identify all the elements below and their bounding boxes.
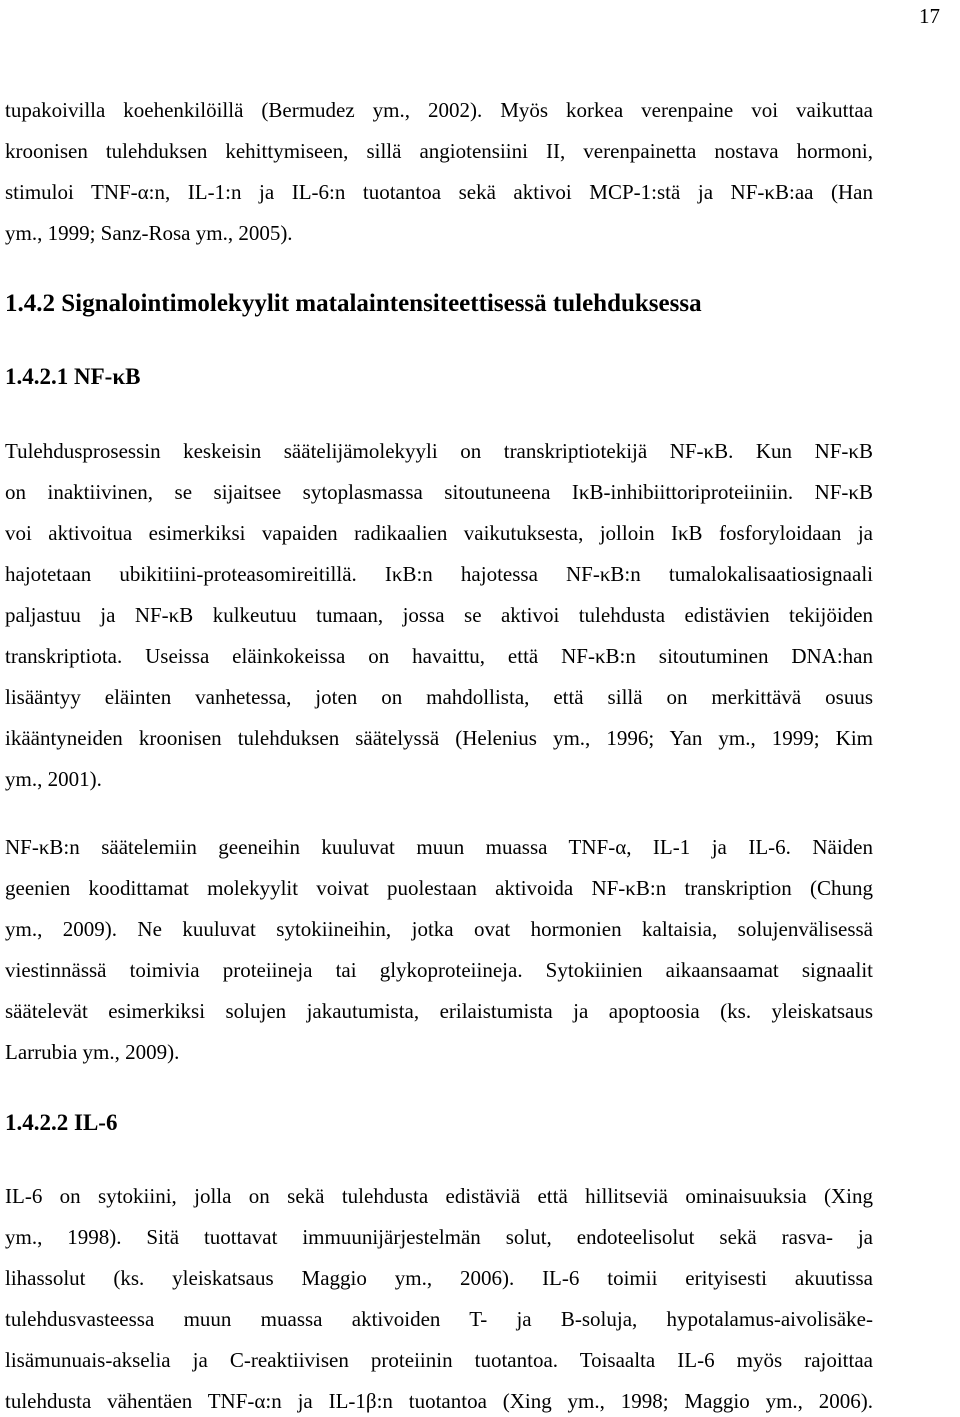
text-line: lisämunuais-akselia ja C-reaktiivisen proteiinin tuotantoa. Toisaalta IL-6 myös rajoittaa: [5, 1348, 873, 1372]
text-line: paljastuu ja NF-κB kulkeutuu tumaan, jossa se aktivoi tulehdusta edistävien tekijöiden: [5, 603, 873, 627]
text-line: tulehdusvasteessa muun muassa aktivoiden T- ja B-soluja, hypotalamus-aivolisäke-: [5, 1307, 873, 1331]
text-line: lihassolut (ks. yleiskatsaus Maggio ym., 2006). IL-6 toimii erityisesti akuutissa: [5, 1266, 873, 1290]
text-line: ym., 2009). Ne kuuluvat sytokiineihin, jotka ovat hormonien kaltaisia, solujenvälisessä: [5, 917, 873, 941]
text-line: geenien koodittamat molekyylit voivat puolestaan aktivoida NF-κB:n transkription (Chung: [5, 876, 873, 900]
text-line: Tulehdusprosessin keskeisin säätelijämolekyyli on transkriptiotekijä NF-κB. Kun NF-κB: [5, 439, 873, 463]
text-line: hajotetaan ubikitiini-proteasomireitillä. IκB:n hajotessa NF-κB:n tumalokalisaatiosignaali: [5, 562, 873, 586]
text-line: stimuloi TNF-α:n, IL-1:n ja IL-6:n tuotantoa sekä aktivoi MCP-1:stä ja NF-κB:aa (Han: [5, 180, 873, 204]
text-line: ikääntyneiden kroonisen tulehduksen säätelyssä (Helenius ym., 1996; Yan ym., 1999; Kim: [5, 726, 873, 750]
text-line: on inaktiivinen, se sijaitsee sytoplasmassa sitoutuneena IκB-inhibiittoriproteiiniin. NF-κB: [5, 480, 873, 504]
text-line: säätelevät esimerkiksi solujen jakautumista, erilaistumista ja apoptoosia (ks. yleiskatsaus: [5, 999, 873, 1023]
text-line: kroonisen tulehduksen kehittymiseen, sillä angiotensiini II, verenpainetta nostava hormoni,: [5, 139, 873, 163]
text-line: IL-6 on sytokiini, jolla on sekä tulehdusta edistäviä että hillitseviä ominaisuuksia (Xing: [5, 1184, 873, 1208]
text-line: tulehdusta vähentäen TNF-α:n ja IL-1β:n tuotantoa (Xing ym., 1998; Maggio ym., 2006).: [5, 1389, 873, 1413]
page-number: 17: [919, 4, 940, 28]
text-line: tupakoivilla koehenkilöillä (Bermudez ym., 2002). Myös korkea verenpaine voi vaikuttaa: [5, 98, 873, 122]
text-line: transkriptiota. Useissa eläinkokeissa on havaittu, että NF-κB:n sitoutuminen DNA:han: [5, 644, 873, 668]
subsection-heading: 1.4.2.1 NF-κB: [5, 364, 141, 389]
text-line: viestinnässä toimivia proteiineja tai glykoproteiineja. Sytokiinien aikaansaamat signaalit: [5, 958, 873, 982]
text-line: lisääntyy eläinten vanhetessa, joten on mahdollista, että sillä on merkittävä osuus: [5, 685, 873, 709]
text-line: NF-κB:n säätelemiin geeneihin kuuluvat muun muassa TNF-α, IL-1 ja IL-6. Näiden: [5, 835, 873, 859]
text-line: Larrubia ym., 2009).: [5, 1040, 180, 1064]
subsection-heading: 1.4.2.2 IL-6: [5, 1110, 118, 1135]
text-line: ym., 1998). Sitä tuottavat immuunijärjestelmän solut, endoteelisolut sekä rasva- ja: [5, 1225, 873, 1249]
section-heading: 1.4.2 Signalointimolekyylit matalaintensiteettisessä tulehduksessa: [5, 290, 702, 317]
text-line: voi aktivoitua esimerkiksi vapaiden radikaalien vaikutuksesta, jolloin IκB fosforyloidaan ja: [5, 521, 873, 545]
text-line: ym., 2001).: [5, 767, 102, 791]
text-line: ym., 1999; Sanz-Rosa ym., 2005).: [5, 221, 293, 245]
